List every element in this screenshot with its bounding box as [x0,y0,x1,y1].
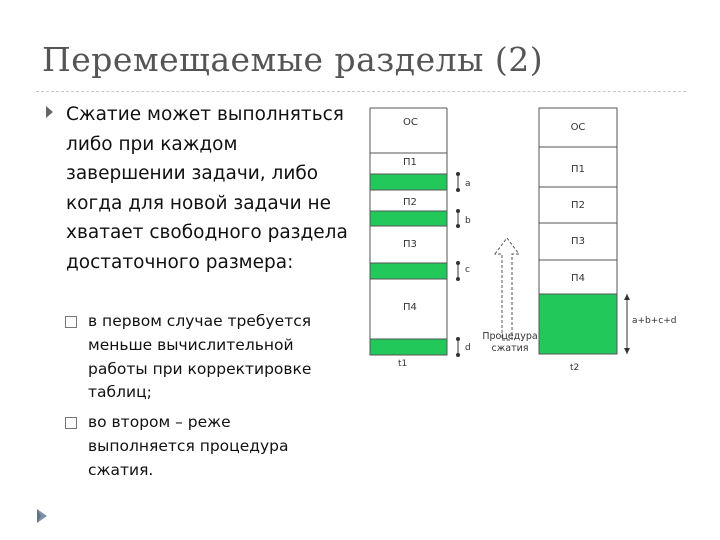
time-label-t1: t1 [398,359,408,369]
p4-label-left: П4 [403,302,417,313]
arrow-label-line2: сжатия [491,343,529,354]
main-bullet-text: Сжатие может выполняться либо при каждом завершении задачи, либо когда для новой задачи не хватает свободного раздела достаточного размера: [66,104,348,273]
p3-label-left: П3 [403,239,417,250]
arrow-label-line1: Процедура [482,331,538,342]
gap-markers [456,172,471,357]
merged-free-block [539,294,617,354]
sub-bullet-2: во втором – реже выполняется процедура сжатия. [88,413,289,479]
compaction-arrow-icon [482,238,537,354]
total-free-label: a+b+c+d [632,316,677,326]
free-block-a [370,174,447,190]
p2-label-right: П2 [571,200,585,211]
memory-before-column [370,108,447,369]
os-label-right: ОС [570,122,586,133]
total-free-marker [624,294,677,354]
p1-label-left: П1 [403,157,417,168]
memory-after-column [539,108,617,373]
p2-label-left: П2 [403,197,417,208]
gap-a-label: a [465,179,471,189]
gap-d-label: d [465,343,471,353]
p3-label-right: П3 [571,236,585,247]
free-block-d [370,339,447,355]
free-block-b [370,211,447,226]
os-label-left: ОС [403,117,418,128]
slide-nav-arrow-icon[interactable] [34,508,50,524]
gap-c-label: c [465,265,470,275]
slide-title: Перемещаемые разделы (2) [42,40,544,79]
free-block-c [370,263,447,279]
time-label-t2: t2 [570,363,580,373]
p4-label-right: П4 [571,273,585,284]
sub-bullet-1: в первом случае требуется меньше вычислительной работы при корректировке таблиц; [88,312,312,402]
gap-b-label: b [465,216,471,226]
p1-label-right: П1 [571,164,585,175]
